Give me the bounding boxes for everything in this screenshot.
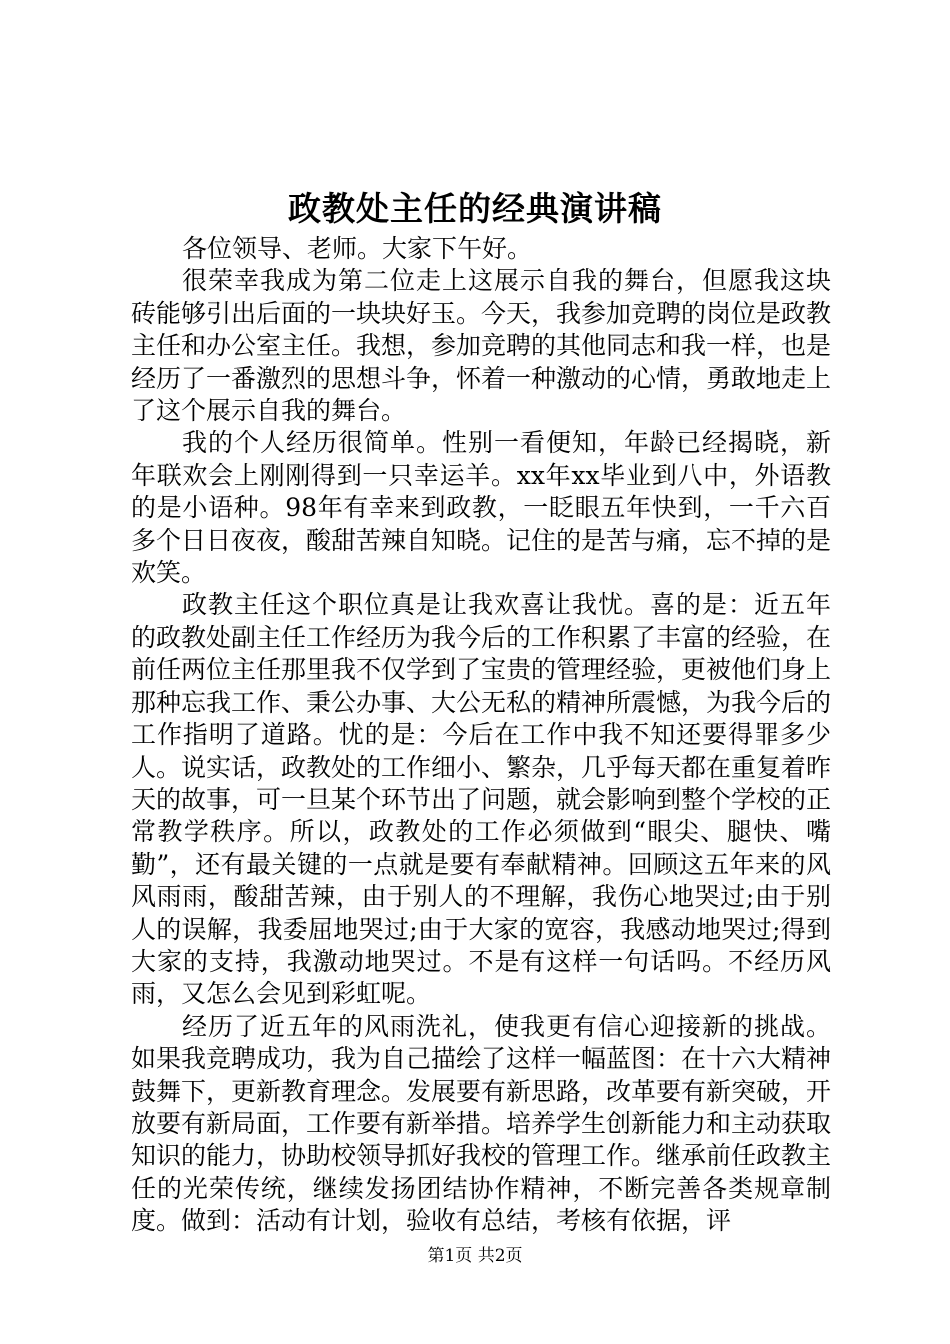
paragraph-personal-history: 我的个人经历很简单。性别一看便知，年龄已经揭晓，新年联欢会上刚刚得到一只幸运羊。xx年xx毕业到八中，外语教的是小语种。98年有幸来到政教，一眨眼五年快到，一千六百多个日日夜夜，酸甜苦辣自知晓。记住的是苦与痛，忘不掉的是欢笑。 (131, 428, 832, 588)
paragraph-joys-and-worries: 政教主任这个职位真是让我欢喜让我忧。喜的是：近五年的政教处副主任工作经历为我今后的工作积累了丰富的经验，在前任两位主任那里我不仅学到了宝贵的管理经验，更被他们身上那种忘我工作、秉公办事、大公无私的精神所震憾，为我今后的工作指明了道路。忧的是：今后在工作中我不知还要得罪多少人。说实话，政教处的工作细小、繁杂，几乎每天都在重复着昨天的故事，可一旦某个环节出了问题，就会影响到整个学校的正常教学秩序。所以，政教处的工作必须做到“眼尖、腿快、嘴勤”，还有最关键的一点就是要有奉献精神。回顾这五年来的风风雨雨，酸甜苦辣，由于别人的不理解，我伤心地哭过;由于别人的误解，我委屈地哭过;由于大家的宽容，我感动地哭过;得到大家的支持，我激动地哭过。不是有这样一句话吗。不经历风雨，又怎么会见到彩虹呢。 (131, 590, 832, 1009)
paragraph-greeting: 各位领导、老师。大家下午好。 (182, 234, 533, 263)
paragraph-blueprint: 经历了近五年的风雨洗礼，使我更有信心迎接新的挑战。如果我竞聘成功，我为自己描绘了这样一幅蓝图：在十六大精神鼓舞下，更新教育理念。发展要有新思路，改革要有新突破，开放要有新局面，工作要有新举措。培养学生创新能力和主动获取知识的能力，协助校领导抓好我校的管理工作。继承前任政教主任的光荣传统，继续发扬团结协作精神，不断完善各类规章制度。做到：活动有计划，验收有总结，考核有依据，评 (131, 1011, 832, 1236)
document-body (131, 233, 831, 1238)
page-number-footer: 第1页 共2页 (427, 1246, 523, 1266)
document-title: 政教处主任的经典演讲稿 (288, 189, 662, 228)
paragraph-introduction: 很荣幸我成为第二位走上这展示自我的舞台，但愿我这块砖能够引出后面的一块块好玉。今天，我参加竞聘的岗位是政教主任和办公室主任。我想，参加竞聘的其他同志和我一样，也是经历了一番激烈的思想斗争，怀着一种激动的心情，勇敢地走上了这个展示自我的舞台。 (131, 266, 832, 426)
